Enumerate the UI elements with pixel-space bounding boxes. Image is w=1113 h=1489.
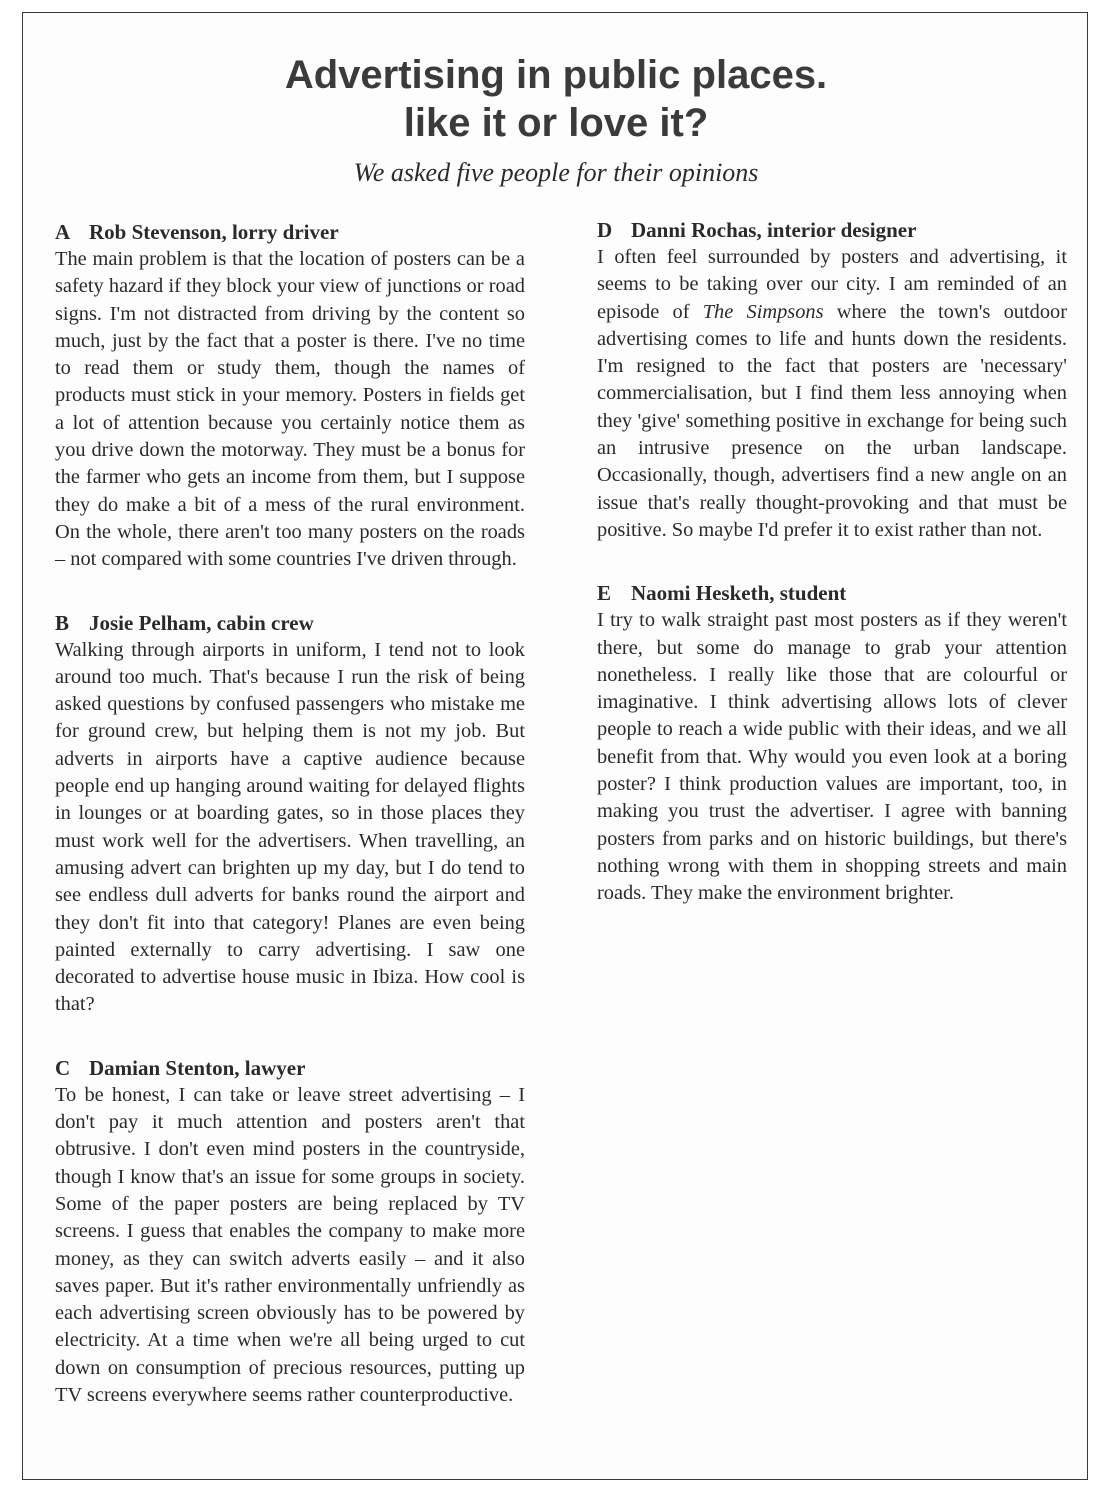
section-heading: [55, 218, 525, 246]
title-line-2: like it or love it?: [403, 101, 709, 145]
section-e: [597, 579, 1067, 907]
section-c: [55, 1054, 525, 1410]
section-body: I try to walk straight past most posters as if they weren't there, but some do manage to grab your attention nonetheless. I really like those that are colourful or imaginative. I think advertising allows lots of clever people to reach a wide public with their ideas, and we all benefit from that. Why would you even look at a boring poster? I think production values are important, too, in making you trust the advertiser. I agree with banning posters from parks and on historic buildings, but there's nothing wrong with them in shopping streets and main roads. They make the environment brighter.: [597, 609, 1067, 905]
section-letter: A: [55, 220, 71, 244]
section-letter: D: [597, 218, 613, 242]
section-heading: [597, 216, 1067, 244]
left-column: [55, 218, 525, 1444]
section-heading: [55, 609, 525, 637]
section-letter: C: [55, 1055, 71, 1080]
section-heading: [55, 1054, 525, 1082]
section-body: [597, 244, 1067, 544]
right-column: [597, 216, 1067, 943]
section-b: [55, 609, 525, 1019]
section-author: Danni Rochas, interior designer: [631, 218, 917, 242]
section-d: [597, 216, 1067, 544]
body-text: where the town's outdoor advertising comes to life and hunts down the residents. I'm resigned to the fact that posters are 'necessary' commercialisation, but I find them less annoying when they 'give' something positive in exchange for being such an intrusive presence on the urban landscape. Occasionally, though, advertisers find a new angle on an issue that's really thought-provoking and that must be positive. So maybe I'd prefer it to exist rather than not.: [597, 300, 1068, 541]
section-letter: B: [55, 610, 70, 635]
section-body: The main problem is that the location of posters can be a safety hazard if they block your view of junctions or road signs. I'm not distracted from driving by the content so much, just by the fact that a poster is there. I've no time to read them or study them, though the names of products must stick in your memory. Posters in fields get a lot of attention because you certainly notice them as you drive down the motorway. They must be a bonus for the farmer who gets an income from them, but I suppose they do make a bit of a mess of the rural environment. On the whole, there aren't too many posters on the roads – not compared with some countries I've driven through.: [55, 248, 525, 571]
section-author: Rob Stevenson, lorry driver: [89, 220, 339, 244]
section-body: Walking through airports in uniform, I tend not to look around too much. That's because I run the risk of being asked questions by confused passengers who mistake me for ground crew, but helping them is not my job. But adverts in airports have a captive audience because people end up hanging around waiting for delayed flights in lounges or at boarding gates, so in those places they must work well for the advertisers. When travelling, an amusing advert can brighten up my day, but I do tend to see endless dull adverts for banks round the airport and they don't fit into that category! Planes are even being painted externally to carry advertising. I saw one decorated to advertise house music in Ibiza. How cool is that?: [55, 638, 525, 1016]
title-line-1: Advertising in public places.: [284, 53, 828, 97]
article-title: [23, 51, 1089, 147]
section-author: Damian Stenton, lawyer: [89, 1055, 306, 1080]
section-body: To be honest, I can take or leave street advertising – I don't pay it much attention and posters aren't that obtrusive. I don't even mind posters in the countryside, though I know that's an issue for some groups in society. Some of the paper posters are being replaced by TV screens. I guess that enables the company to make more money, as they can switch adverts easily – and it also saves paper. But it's rather environmentally unfriendly as each advertising screen obviously has to be powered by electricity. At a time when we're all being urged to cut down on consumption of precious resources, putting up TV screens everywhere seems rather counterproductive.: [55, 1083, 525, 1406]
section-heading: [597, 579, 1067, 607]
show-title: The Simpsons: [702, 300, 824, 323]
section-author: Josie Pelham, cabin crew: [89, 610, 314, 635]
article-subtitle: We asked five people for their opinions: [353, 158, 759, 187]
body-text: I often feel surrounded by posters and advertising, it seems to be taking over our city. I am reminded of an episode of: [597, 246, 1067, 323]
section-a: [55, 218, 525, 574]
section-letter: E: [597, 581, 612, 606]
section-author: Naomi Hesketh, student: [631, 581, 847, 606]
article-page: [22, 12, 1088, 1480]
